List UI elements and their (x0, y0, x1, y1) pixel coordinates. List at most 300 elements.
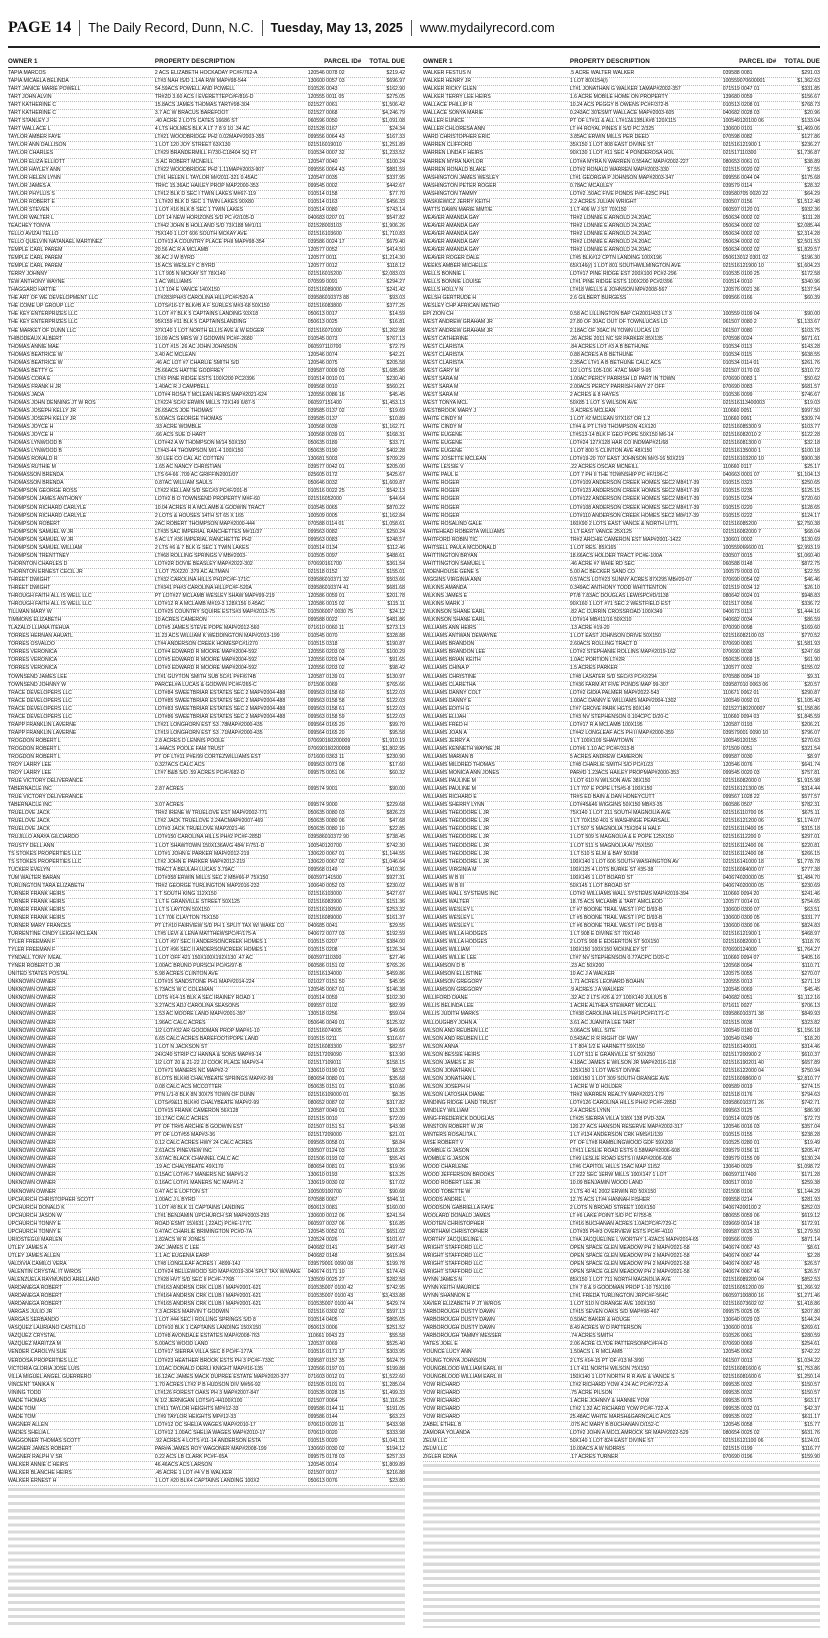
property-description: 10 ACRES CAMERON (154, 617, 207, 624)
property-description: 8.49 ACRES W D PATTERSON (569, 1325, 642, 1332)
property-description: LT#11 TAYLOR HEIGHTS MP#12-33 (154, 1405, 239, 1412)
owner-name: WHITE ROGER (423, 488, 460, 495)
total-due: $130.69 (801, 536, 820, 543)
property-description: 0.88 ACRES A B BETHUNE (569, 351, 634, 358)
property-description: LT 222 SEC 1ERW MILLS 100X147 1 LOT (569, 1172, 667, 1179)
parcel-id: 010515 0155 (722, 1132, 753, 1139)
parcel-id: 010536 0099 (722, 391, 753, 398)
header-total-due: TOTAL DUE (369, 58, 405, 65)
total-due: $254.61 (801, 1341, 820, 1348)
property-description: PT/8 7.83AC DOUGLAS LEWISPC#D/1138 (569, 593, 669, 600)
property-description: LOT#12 R A MCLAMB M#19-3 128X156 0.45AC (154, 601, 265, 608)
total-due: $271.19 (801, 979, 820, 986)
property-description: 25.48AC WHITE MARSH&GARNCALC ACS (569, 1413, 671, 1420)
parcel-id: 021516121200 06 (722, 818, 764, 825)
table-row (8, 867, 405, 875)
table-row (423, 1108, 820, 1116)
property-description: 4 LTS HOLMES BLK A LT 7 8 9 10 .34 AC (154, 126, 250, 133)
parcel-id: 050613 0076 (307, 1478, 338, 1485)
table-row (423, 1132, 820, 1140)
total-due: $220.81 (801, 842, 820, 849)
total-due: $38.89 (804, 158, 820, 165)
property-description: LT#2 RICHARD YOW 4.24 AC PC#F/722-A (569, 1381, 669, 1388)
parcel-id: 039579 0114 (722, 182, 753, 189)
parcel-id: 021516085300 9 (722, 424, 761, 431)
parcel-id: 099535 0022 (722, 1413, 753, 1420)
table-row (8, 698, 405, 706)
property-description: LT#22 WOODBRIDGE PH2 1.11MAP#2003-907 (154, 166, 264, 173)
right-column (423, 58, 820, 1628)
table-row (423, 448, 820, 456)
total-due: $777.38 (801, 866, 820, 873)
total-due: $280.59 (801, 1333, 820, 1340)
property-description: 0.543AC R R RIGHT OF WAY (569, 1035, 638, 1042)
parcel-id: 050634 0002 02 (722, 247, 760, 254)
table-row (8, 368, 405, 376)
table-row (8, 585, 405, 593)
total-due: $796.07 (801, 729, 820, 736)
property-description: 2 LOTS & HOUSES 14TH ST 65 X 165 (154, 512, 244, 519)
parcel-id: 070690160200009 (307, 737, 351, 744)
parcel-id: 021516083800 (307, 303, 342, 310)
owner-name: TRUSTY DELL ANN (8, 842, 55, 849)
total-due: $13.30 (389, 1108, 405, 1115)
owner-name: TAYLOR ROBERT E (8, 198, 55, 205)
parcel-id: 099574 9001 (307, 786, 338, 793)
total-due: $1,158.86 (797, 705, 820, 712)
property-description: ROAD ESMT 15X631 (.22AC) PC#E-177C (154, 1220, 252, 1227)
total-due: $64.29 (804, 190, 820, 197)
parcel-id: 021516052000 (307, 496, 342, 503)
parcel-id: 060597 0120 01 (722, 206, 760, 213)
total-due: $19.69 (389, 407, 405, 414)
table-row (8, 915, 405, 923)
parcel-id (306, 794, 362, 801)
table-row (8, 175, 405, 183)
table-row (423, 440, 820, 448)
total-due (361, 794, 405, 801)
parcel-id: 130640 0029 03 (722, 1317, 760, 1324)
parcel-id: 021518 0152 (307, 568, 338, 575)
property-description: 1 LT 707 E POPE LTS#5-8 100X150 (569, 786, 653, 793)
table-row (8, 199, 405, 207)
table-row (423, 472, 820, 480)
parcel-id: 021516083300 (307, 1043, 342, 1050)
parcel-id: 040682 0028 03 (722, 110, 760, 117)
parcel-id: 010534 0114 01 (722, 359, 760, 366)
owner-name: UNKNOWN OWNER (8, 987, 56, 994)
parcel-id: 130600 0300 06 (722, 922, 760, 929)
parcel-id: 040674020000 05 (722, 882, 764, 889)
parcel-id: 120546 0078 02 (307, 70, 345, 76)
total-due: $8.61 (807, 1244, 820, 1251)
table-row (8, 1414, 405, 1422)
total-due: $247.68 (801, 649, 820, 656)
table-row (423, 207, 820, 215)
parcel-id: 040673 0113 (722, 609, 753, 616)
table-row (8, 191, 405, 199)
total-due: $24.12 (389, 609, 405, 616)
property-description: LT#3 PINE RIDGE ESTS 100X200 PC2/396 (154, 375, 255, 382)
property-description: 2 LTS #14-15 PT OF #13 M-3/90 (569, 1357, 644, 1364)
total-due: $199.88 (386, 1365, 405, 1372)
total-due: $377.25 (386, 303, 405, 310)
parcel-id: 099563 0158 61 (307, 705, 345, 712)
property-description: LT#29 BRANDERMILL F/730-C18404 SQ FT (154, 150, 257, 157)
parcel-id: 120575 0055 (722, 971, 753, 978)
property-description: 1 LOT #15 .26 AC JOHN JOHNSON (154, 343, 238, 350)
owner-name: TOWNSEND JOHNNY W (8, 681, 67, 688)
parcel-id: 130509 0025 27 (307, 1277, 345, 1284)
property-description: 1 LOT 120 JOY STREET 63X130 (154, 142, 231, 149)
table-row (8, 1140, 405, 1148)
table-row (8, 979, 405, 987)
parcel-id: 021516121900 10 (722, 263, 764, 270)
property-description: 0.349AC ANTHONY TODD WHITTENTON (569, 585, 667, 591)
property-description: LOT#2 GIDIA PALMER MAP#2022-543 (569, 689, 660, 696)
total-due: $16.81 (389, 319, 405, 326)
parcel-id: 100579 0003 01 (722, 568, 760, 575)
property-description: PT OF LT#11 & ALL LT#12&13BLK#8 120X115 (569, 118, 676, 125)
property-description: 1 ACRE JOHNNY & HANNIE YOW (569, 1397, 650, 1404)
parcel-id: 139680 0059 (722, 94, 753, 101)
property-description: 26.65ACS JOE THOMAS (154, 407, 213, 414)
owner-name: YARBOROUGH DUSTY DAWN (423, 1325, 495, 1332)
total-due: $116.67 (386, 1035, 405, 1042)
owner-name: TLAZALO LLIANA ITEHUA (8, 625, 70, 632)
property-description: LT#21 LONGHORN EST S3 .78MAP#2000-435 (154, 721, 263, 728)
owner-name: TAYLOR HELEN LYNN (8, 174, 61, 181)
table-row (423, 1213, 820, 1221)
owner-name: WRIGHT STAFFORD LLC (423, 1260, 483, 1267)
table-row (423, 1076, 820, 1084)
total-due: $167.33 (386, 134, 405, 141)
owner-name: THOMAS JOYCE H (8, 432, 54, 439)
owner-name: TRACE DEVELOPERS LLC (8, 713, 72, 720)
issue-date: Tuesday, May 13, 2025 (270, 21, 403, 35)
property-description: 5.00ACS GEORGE THOMAS (154, 416, 223, 423)
owner-name: YOW RICHARD (423, 1405, 460, 1412)
total-due: $738.45 (386, 834, 405, 841)
total-due: $8.97 (807, 753, 820, 760)
parcel-id: 021516085200 (722, 520, 757, 527)
property-description: 100X150 1 LOT 309 SOUTH ORANGE AVE (569, 1075, 670, 1082)
table-row (423, 1036, 820, 1044)
total-due: $238.28 (801, 1132, 820, 1139)
table-row (423, 577, 820, 585)
parcel-id: 070588 0067 (307, 1196, 338, 1203)
table-row (423, 1366, 820, 1374)
property-description: 1 LOT RES. 85X165 (569, 544, 617, 551)
total-due: $253.32 (386, 906, 405, 913)
property-description: LOTS #14-15 BLK A SEC IRAINEY ROAD 1 (154, 995, 255, 1002)
owner-name: UNKNOWN OWNER (8, 1180, 56, 1187)
property-description: LOT#15 SANDSTONE PH1 MAP#2014-224 (154, 979, 255, 986)
table-row (8, 311, 405, 319)
table-row (8, 440, 405, 448)
property-description: LT#22 KELLAM S/D SEC#3 PC#F/201-B (154, 488, 248, 495)
total-due: $111.28 (802, 214, 820, 221)
owner-name: TS STOKES PROPERTIES LLC (8, 850, 82, 857)
total-due: $1,046.64 (382, 858, 405, 865)
table-row (8, 1317, 405, 1325)
total-due: $651.02 (386, 1228, 405, 1235)
table-row (423, 786, 820, 794)
total-due: $331.77 (801, 914, 820, 921)
table-row (8, 432, 405, 440)
parcel-id: 050646 0049 01 (307, 1019, 345, 1026)
owner-name: TROY LARRY LEE (8, 762, 52, 769)
table-row (8, 1205, 405, 1213)
total-due: $328.88 (386, 633, 405, 640)
owner-name: WHITE JOSETTE MCLEAN (423, 456, 487, 463)
table-row (8, 416, 405, 424)
owner-name: THE KEY ENTERPRIZES LLC (8, 319, 78, 326)
owner-name: WILLIS JUDITH MARKS (423, 1011, 479, 1018)
total-due: $150.57 (801, 1381, 820, 1388)
parcel-id: 120586 0059 01 (307, 593, 345, 600)
property-description: LT#164 ANDRSN CRK CLUB I MAP#2001-621 (154, 1293, 262, 1300)
property-description: 0.58 AC LILLINGTON BAP CH2001/433 LT 3 (569, 311, 672, 318)
property-description: 1.44ACS POOLE FAM TRUST (154, 745, 225, 752)
table-row (423, 1164, 820, 1172)
owner-name: WEAVER AMANDA GAY (423, 214, 480, 221)
table-row (423, 432, 820, 440)
table-row (423, 191, 820, 199)
parcel-id: 099545 0020 03 (722, 770, 760, 777)
table-row (423, 738, 820, 746)
owner-name: WRIGHT STAFFORD LLC (423, 1252, 483, 1259)
total-due: $8.35 (392, 1091, 405, 1098)
property-description: LT#42 LONGLEAF ACS PH II MAP#2000-359 (569, 729, 674, 736)
total-due: $86.59 (804, 617, 820, 624)
parcel-id: 010516 0171 17 (307, 1349, 345, 1356)
owner-name: THOMAS JOHN DENNING JT W ROS (8, 399, 96, 406)
table-row (423, 754, 820, 762)
owner-name: WHITE CINDY M (423, 416, 463, 423)
owner-name: THOMAS CORA E (8, 375, 51, 382)
property-description: 90X160 1 LOT #71 SEC 2 WESTFIELD EST (569, 601, 671, 608)
total-due: $55.43 (389, 1156, 405, 1163)
table-row (423, 617, 820, 625)
parcel-id: 070690 0196 (722, 1454, 753, 1461)
total-due: $100.18 (801, 448, 820, 455)
property-description: 2AC JAMES C LEE (154, 1244, 200, 1251)
property-description: LOT#2 WILLIAMS WALL SYSTEMS MAP#2019-394 (569, 890, 689, 897)
table-row (8, 593, 405, 601)
table-row (423, 239, 820, 247)
parcel-id: 120586 0015 02 (307, 601, 345, 608)
owner-name: WINDING RIDGE LAND TRUST (423, 1100, 497, 1106)
parcel-id: 021516112400 06 (722, 842, 764, 849)
total-due: $337.95 (386, 174, 405, 181)
total-due: $9.31 (807, 673, 820, 680)
total-due: $257.33 (386, 1454, 405, 1461)
property-description: .26 ACRE 2011 NC SR PARKER 85X135 (569, 335, 663, 342)
parcel-id: 070690161700 (307, 560, 342, 567)
property-description: 27.80 OF 30AC OUT OF TOWNLUCAS LD (569, 319, 668, 326)
property-description: 50X145 1 LOT BROAD ST (569, 882, 631, 889)
owner-name: WILLIAMS WALL SYSTEMS INC (423, 890, 499, 897)
property-description: LOT#17 SIERRA VILLA SEC 8 PC#F-177A (154, 1349, 253, 1356)
property-description: LOT#2 B O TOWNSEND PROPERTY M#F-60 (154, 496, 260, 503)
table-row (423, 802, 820, 810)
parcel-id: 070690160200008 (307, 745, 351, 752)
table-row (423, 810, 820, 818)
property-description: LT #4 ROYAL PINES II S/D PC 2/325 (569, 126, 655, 133)
total-due: $577.57 (801, 794, 820, 801)
parcel-id: 050635 0080 03 (307, 810, 345, 817)
table-row (8, 746, 405, 754)
table-row (8, 279, 405, 287)
total-due: $1,506.42 (382, 102, 405, 109)
owner-name: WILSON AND REUBEN LLC (423, 1035, 489, 1042)
property-description: LT#7 B&B S/D .59 ACRES PC#F/682-D (154, 770, 245, 777)
table-row (8, 722, 405, 730)
owner-name: WEAVER AMANDA GAY (423, 230, 480, 237)
parcel-id: 021516121900 1 (722, 142, 761, 149)
total-due: $1,162.84 (382, 512, 405, 519)
table-row (8, 78, 405, 86)
parcel-id: 100540120700 (307, 842, 342, 849)
owner-name: WILLIAMS WILLA HODGES (423, 939, 488, 946)
property-description: LT# 7 8 & 9 GOODMAN PROP 1-10 75X100 (569, 1285, 671, 1292)
property-description: LOT#24 127X128 HAR CO INDMAP#21/68 (569, 440, 669, 447)
table-row (8, 215, 405, 223)
total-due: $110.71 (801, 963, 820, 970)
parcel-id: 120546 0016 03 (722, 1124, 760, 1131)
total-due: $35.68 (389, 1075, 405, 1082)
parcel-id: 120545 0058 (722, 1421, 753, 1428)
total-due: $948.83 (801, 593, 820, 600)
table-row (8, 1285, 405, 1293)
owner-name: WING-FREDERICK DOUGLAS (423, 1116, 495, 1123)
total-due: $125.15 (801, 488, 820, 495)
parcel-id: 050634 0002 02 (722, 238, 760, 245)
owner-name: WAGNER JAMES ROBERT (8, 1446, 72, 1453)
parcel-id: 130600 0016 (722, 1325, 753, 1332)
parcel-id: 021515 0010 (307, 1116, 338, 1123)
parcel-id: 039587 0157 35 (307, 1357, 345, 1364)
owner-name: THE ART OF WE DEVELOPMENT LLC (8, 295, 99, 302)
total-due: $742.71 (801, 1100, 820, 1106)
table-row (8, 1253, 405, 1261)
owner-name: WALKER FESTUS N (423, 70, 471, 76)
property-description: TR#2 GEORGE TURLINGTON MAP2016-232 (154, 882, 260, 889)
table-row (423, 295, 820, 303)
parcel-id: 080653 0061 01 (722, 158, 760, 165)
total-due: $230.02 (386, 882, 405, 889)
property-description: 18.66ACS HOLDER TRACT PC#E-100A (569, 552, 663, 559)
property-description: 1 LOT OFF 421 150X100X192X130 .47 AC (154, 955, 253, 962)
property-description (155, 778, 306, 785)
parcel-id: 099557 0102 (307, 1003, 338, 1010)
table-row (423, 931, 820, 939)
parcel-id: 120577 0012 (307, 263, 338, 270)
table-row (423, 1390, 820, 1398)
owner-name: THOMAS LYNWOOD B (8, 448, 62, 455)
owner-name: WRIGHT STAFFORD LLC (423, 1244, 483, 1251)
table-row (423, 867, 820, 875)
table-row (8, 674, 405, 682)
table-row (423, 488, 820, 496)
property-description: 1.96AC CALC ACRES (154, 1019, 206, 1026)
parcel-id: 100568 0039 01 (307, 432, 345, 439)
table-row (8, 1148, 405, 1156)
owner-name: WADES SHELIA L (8, 1429, 50, 1436)
table-row (8, 1374, 405, 1382)
parcel-id: 120537 0069 (307, 1341, 338, 1348)
parcel-id: 099568 0149 (307, 866, 338, 873)
table-row (423, 1301, 820, 1309)
total-due: $29.55 (389, 922, 405, 929)
table-row (423, 1309, 820, 1317)
total-due: $709.29 (386, 456, 405, 463)
total-due: $547.82 (386, 214, 405, 221)
total-due: $2.28 (807, 1252, 820, 1259)
parcel-id: 099563 0082 (307, 528, 338, 535)
table-row (423, 505, 820, 513)
property-description: 10.04 ACRES R A MCLAMB & GODWIN TRACT (154, 504, 265, 511)
parcel-id: 021516109000 01 (307, 1091, 349, 1098)
total-due: $91.65 (389, 657, 405, 664)
owner-name: YOW RICHARD (423, 1413, 460, 1420)
table-row (8, 802, 405, 810)
property-description: PT OF LOT#55 MAP#3-36 (154, 1132, 216, 1139)
property-description: 2.60ACS ROLLING TRACT D (569, 641, 638, 648)
parcel-id: 070090 0098 (722, 625, 753, 632)
total-due: $720.60 (801, 496, 820, 503)
property-description: 1.01AC DONALD OERLI KNIGHT MAP#16-135 (154, 1365, 263, 1372)
table-row (423, 561, 820, 569)
parcel-id: 050613 0017 (307, 311, 338, 318)
total-due: $410.36 (386, 866, 405, 873)
total-due: $314.46 (801, 1043, 820, 1050)
property-description: 1 LT#20 BLK D SEC 1 TWIN LAKES 90X80 (154, 198, 254, 205)
table-row (423, 955, 820, 963)
property-description: LT#8 LASATER S/D SEC#3 PC#2/294 (569, 673, 657, 680)
total-due: $946.11 (386, 1196, 405, 1203)
table-row (423, 665, 820, 673)
total-due: $270.63 (801, 737, 820, 744)
total-due: $32.18 (804, 440, 820, 447)
property-description: 50X140 1 LOT 824 EAST DIVINE ST (569, 1437, 654, 1444)
owner-name: WILLIAMS THEODORE L JR (423, 818, 490, 825)
property-description: LOT#5 EDWARD R MOORE MAP#2004-592 (154, 657, 257, 664)
property-description: OPEN SPACE GLEN MEADOW PH 2 MAP#2021-58 (569, 1252, 690, 1259)
parcel-id: 039579 0156 11 (722, 1148, 760, 1155)
owner-name: WESTBROOK MARY J (423, 407, 477, 414)
total-due: $102.30 (386, 995, 405, 1002)
header-description: PROPERTY DESCRIPTION (154, 58, 235, 65)
parcel-id: 030507 0156 (722, 198, 753, 205)
parcel-id: 021516140001 (722, 1043, 757, 1050)
parcel-id: 010535 0100 25 (722, 271, 760, 278)
total-due: $468.97 (801, 931, 820, 938)
owner-name: WILLIAMS WESLEY L (423, 906, 475, 913)
property-description: 0.47AC CHARLIE BRIMINGTON PC#D-7A (154, 1228, 253, 1235)
total-due: $194.12 (386, 1446, 405, 1453)
table-row (8, 625, 405, 633)
total-due: $290.87 (801, 689, 820, 696)
parcel-id: 050635 0151 01 (307, 1083, 345, 1090)
table-row (423, 730, 820, 738)
owner-name: TROGDON ROBERT L (8, 737, 61, 744)
property-description: TR#S ED BAIN & DAN HONEYCUTT (569, 794, 655, 801)
table-row (8, 1060, 405, 1068)
total-due: $597.13 (386, 1309, 405, 1316)
masthead-divider (79, 20, 80, 36)
